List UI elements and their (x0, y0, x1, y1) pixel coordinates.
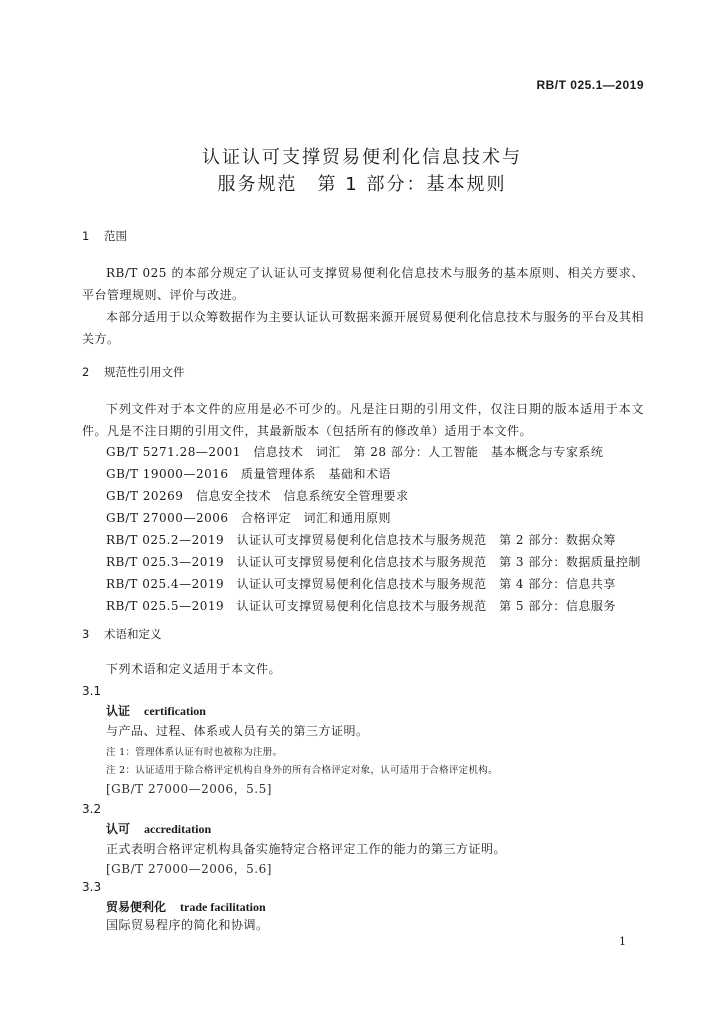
term-en: certification (144, 704, 206, 718)
reference-item: RB/T 025.4—2019 认证认可支撑贸易便利化信息技术与服务规范 第 4 部分：信息共享 (106, 577, 616, 591)
term-note: 注 1：管理体系认证有时也被称为注册。 (106, 747, 283, 758)
term-source: [GB/T 27000—2006，5.6] (106, 862, 272, 876)
section-2-heading (82, 364, 185, 380)
term-en: accreditation (144, 822, 212, 836)
reference-item: GB/T 19000—2016 质量管理体系 基础和术语 (106, 467, 391, 481)
reference-item: GB/T 5271.28—2001 信息技术 词汇 第 28 部分：人工智能 基本概念与专家系统 (106, 445, 604, 459)
reference-item: RB/T 025.5—2019 认证认可支撑贸易便利化信息技术与服务规范 第 5 部分：信息服务 (106, 599, 616, 613)
term-definition: 国际贸易程序的简化和协调。 (106, 918, 269, 932)
section-title: 规范性引用文件 (104, 365, 185, 379)
term-zh: 贸易便利化 (106, 900, 167, 914)
section-3-intro: 下列术语和定义适用于本文件。 (106, 662, 282, 676)
term-en: trade facilitation (180, 900, 266, 914)
reference-item: GB/T 27000—2006 合格评定 词汇和通用原则 (106, 511, 391, 525)
document-title-line-1: 认证认可支撑贸易便利化信息技术与 (202, 147, 522, 168)
term-definition: 正式表明合格评定机构具备实施特定合格评定工作的能力的第三方证明。 (106, 842, 507, 856)
section-3-heading (82, 626, 162, 642)
term-source: [GB/T 27000—2006，5.5] (106, 782, 272, 796)
reference-item: RB/T 025.3—2019 认证认可支撑贸易便利化信息技术与服务规范 第 3 部分：数据质量控制 (106, 555, 641, 569)
section-number: 3 (82, 627, 90, 641)
document-title-line-2: 服务规范 第 1 部分：基本规则 (217, 174, 507, 195)
term-number: 3.1 (82, 684, 102, 698)
term-number: 3.3 (82, 880, 102, 894)
section-1-paragraph-2: 本部分适用于以众筹数据作为主要认证认可数据来源开展贸易便利化信息技术与服务的平台及其相关方。 (82, 310, 644, 346)
section-title: 范围 (104, 229, 127, 243)
reference-item: GB/T 20269 信息安全技术 信息系统安全管理要求 (106, 489, 409, 503)
reference-item: RB/T 025.2—2019 认证认可支撑贸易便利化信息技术与服务规范 第 2 部分：数据众筹 (106, 533, 616, 547)
term-note: 注 2：认证适用于除合格评定机构自身外的所有合格评定对象，认可适用于合格评定机构。 (106, 765, 498, 776)
section-1-paragraph-1: RB/T 025 的本部分规定了认证认可支撑贸易便利化信息技术与服务的基本原则、相关方要求、平台管理规则、评价与改进。 (82, 266, 644, 302)
page-number: 1 (619, 935, 626, 948)
term-heading (106, 702, 206, 719)
section-2-intro: 下列文件对于本文件的应用是必不可少的。凡是注日期的引用文件，仅注日期的版本适用于本文件。凡是不注日期的引用文件，其最新版本（包括所有的修改单）适用于本文件。 (82, 402, 644, 438)
document-code: RB/T 025.1—2019 (536, 78, 644, 92)
section-number: 2 (82, 365, 90, 379)
term-heading (106, 820, 211, 837)
term-number: 3.2 (82, 802, 102, 816)
term-definition: 与产品、过程、体系或人员有关的第三方证明。 (106, 724, 369, 738)
term-zh: 认证 (106, 704, 131, 718)
term-heading (106, 898, 266, 915)
section-1-heading (82, 228, 127, 244)
term-zh: 认可 (106, 822, 131, 836)
section-number: 1 (82, 229, 90, 243)
section-title: 术语和定义 (104, 627, 162, 641)
